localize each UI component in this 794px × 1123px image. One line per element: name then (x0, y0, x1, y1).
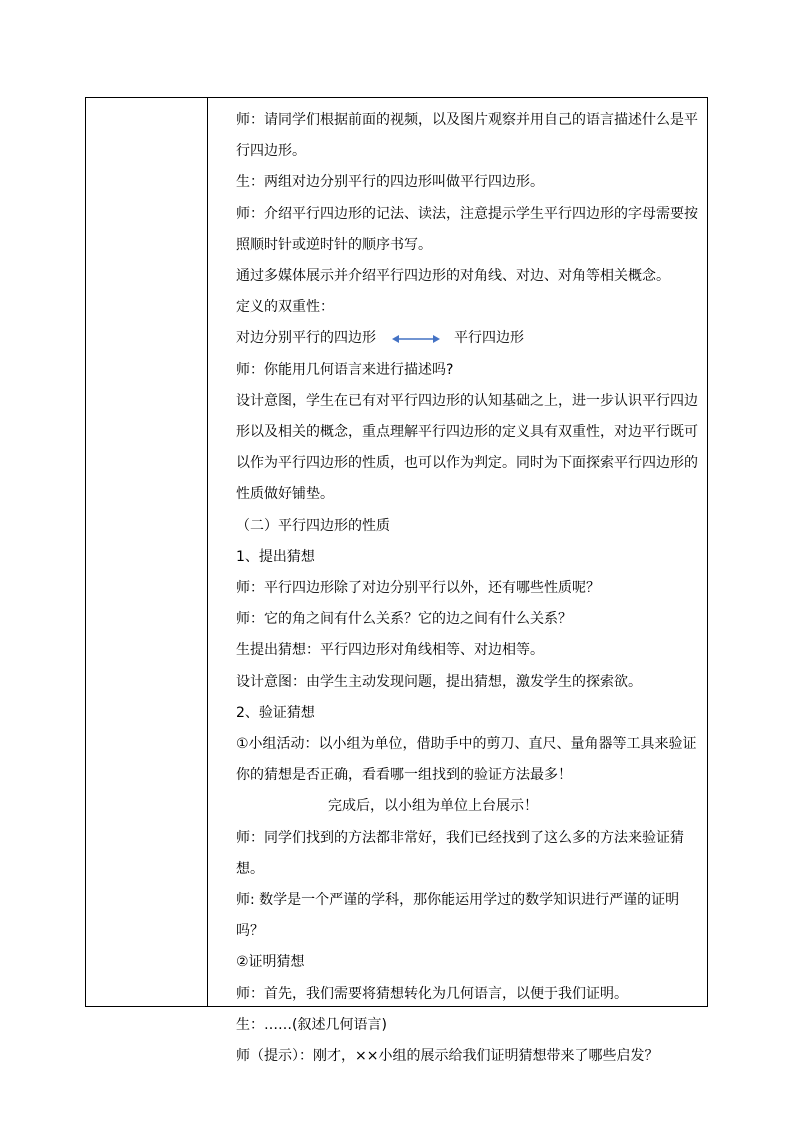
text-line: 师：首先，我们需要将猜想转化为几何语言，以便于我们证明。 (236, 985, 628, 1002)
lesson-table (85, 97, 708, 1065)
subsection-heading: 1、提出猜想 (236, 548, 315, 565)
subsection-heading: 2、验证猜想 (236, 704, 315, 721)
text-line: 生提出猜想：平行四边形对角线相等、对边相等。 (236, 642, 544, 659)
centered-line: 完成后，以小组为单位上台展示！ (328, 798, 538, 815)
right-column-cell (208, 98, 707, 1065)
double-arrow-icon (392, 333, 440, 345)
definition-row (236, 323, 701, 354)
text-line: 生：……(叙述几何语言) (236, 1016, 387, 1033)
text-line: 师：同学们找到的方法都非常好，我们已经找到了这么多的方法来验证猜想。 (236, 829, 684, 877)
text-line: 师：它的角之间有什么关系？它的边之间有什么关系？ (236, 611, 572, 628)
text-line: 师: 数学是一个严谨的学科，那你能运用学过的数学知识进行严谨的证明吗？ (236, 892, 680, 940)
text-line: 师：你能用几何语言来进行描述吗? (236, 361, 454, 378)
text-line: 定义的双重性： (236, 299, 334, 316)
left-column-cell (86, 98, 207, 1006)
text-line: 师：请同学们根据前面的视频，以及图片观察并用自己的语言描述什么是平行四边形。 (236, 112, 698, 160)
text-line: 生：两组对边分别平行的四边形叫做平行四边形。 (236, 174, 544, 191)
text-line: 师：介绍平行四边形的记法、读法，注意提示学生平行四边形的字母需要按照顺时针或逆时针的顺序书写。 (236, 205, 698, 253)
section-heading: （二）平行四边形的性质 (236, 517, 390, 534)
text-line: 通过多媒体展示并介绍平行四边形的对角线、对边、对角等相关概念。 (236, 268, 670, 285)
definition-left: 对边分别平行的四边形 (236, 330, 376, 347)
text-line: 设计意图，学生在已有对平行四边形的认知基础之上，进一步认识平行四边形以及相关的概念，重点理解平行四边形的定义具有双重性，对边平行既可以作为平行四边形的性质，也可以作为判定。同时为下面探索平行四边形的性质做好铺垫。 (236, 392, 698, 503)
text-line: 师：平行四边形除了对边分别平行以外，还有哪些性质呢？ (236, 580, 600, 597)
text-line: 师（提示）：刚才，××小组的展示给我们证明猜想带来了哪些启发？ (236, 1048, 659, 1065)
definition-right: 平行四边形 (454, 330, 524, 347)
subsection-heading: ②证明猜想 (236, 954, 305, 971)
text-line: 设计意图：由学生主动发现问题，提出猜想，激发学生的探索欲。 (236, 673, 642, 690)
text-line: ①小组活动：以小组为单位，借助手中的剪刀、直尺、量角器等工具来验证你的猜想是否正确，看看哪一组找到的验证方法最多！ (236, 736, 697, 784)
